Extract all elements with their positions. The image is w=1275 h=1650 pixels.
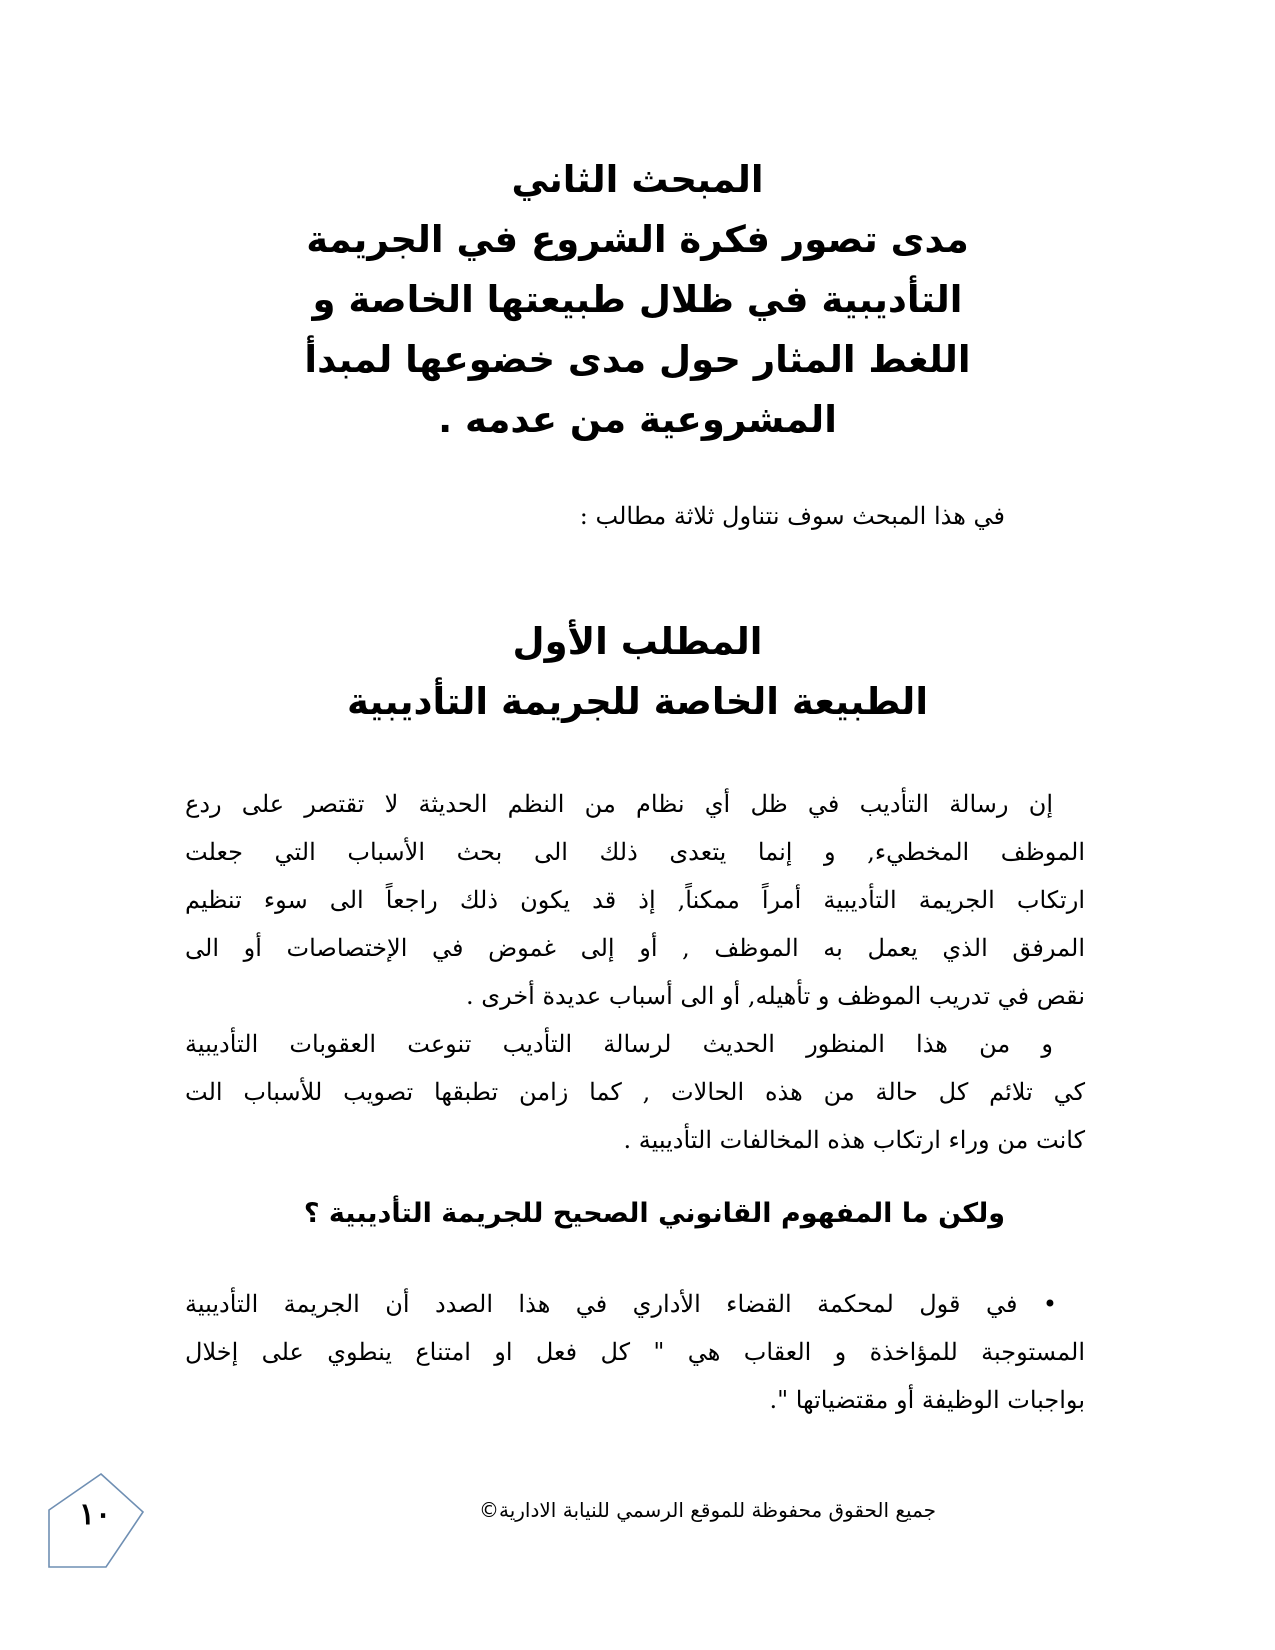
- chapter-heading-line: اللغط المثار حول مدى خضوعها لمبدأ: [304, 338, 971, 381]
- chapter-heading-line: مدى تصور فكرة الشروع في الجريمة: [306, 218, 969, 261]
- paragraph-line: ارتكاب الجريمة التأديبية أمراً ممكناً, إذ قد يكون ذلك راجعاً الى سوء تنظيم: [185, 886, 1085, 914]
- footer-copyright: جميع الحقوق محفوظة للموقع الرسمي للنيابة الادارية©: [478, 1498, 937, 1522]
- section-question: ولكن ما المفهوم القانوني الصحيح للجريمة التأديبية ؟: [303, 1198, 1005, 1229]
- chapter-heading: [200, 150, 1075, 450]
- paragraph-2: [185, 1020, 1085, 1164]
- paragraph-line: و من هذا المنظور الحديث لرسالة التأديب تنوعت العقوبات التأديبية: [185, 1030, 1054, 1058]
- page-number: ١٠: [78, 1497, 112, 1532]
- bullet-quote: [185, 1280, 1085, 1424]
- section-heading-line: المطلب الأول: [512, 620, 763, 663]
- bullet-line: المستوجبة للمؤاخذة و العقاب هي " كل فعل او امتناع ينطوي على إخلال: [185, 1338, 1085, 1366]
- chapter-heading-line: التأديبية في ظلال طبيعتها الخاصة و: [312, 278, 963, 321]
- paragraph-line: كي تلائم كل حالة من هذه الحالات , كما زامن تطبقها تصويب للأسباب الت: [185, 1078, 1085, 1106]
- chapter-heading-line: المبحث الثاني: [511, 158, 764, 201]
- paragraph-line: الموظف المخطيء, و إنما يتعدى ذلك الى بحث الأسباب التي جعلت: [185, 838, 1085, 866]
- paragraph-1: [185, 780, 1085, 1020]
- paragraph-line: إن رسالة التأديب في ظل أي نظام من النظم الحديثة لا تقتصر على ردع: [185, 790, 1053, 818]
- paragraph-line: المرفق الذي يعمل به الموظف , أو إلى غموض في الإختصاصات أو الى: [185, 934, 1085, 962]
- chapter-heading-line: المشروعية من عدمه .: [438, 398, 837, 441]
- paragraph-line: كانت من وراء ارتكاب هذه المخالفات التأديبية .: [623, 1126, 1085, 1154]
- bullet-line: بواجبات الوظيفة أو مقتضياتها ".: [769, 1386, 1085, 1414]
- section-heading: [200, 612, 1075, 732]
- section-heading-line: الطبيعة الخاصة للجريمة التأديبية: [346, 680, 929, 723]
- bullet-line: • في قول لمحكمة القضاء الأداري في هذا الصدد أن الجريمة التأديبية: [185, 1290, 1058, 1318]
- chapter-intro: في هذا المبحث سوف نتناول ثلاثة مطالب :: [579, 502, 1005, 530]
- paragraph-line: نقص في تدريب الموظف و تأهيله, أو الى أسباب عديدة أخرى .: [466, 982, 1085, 1010]
